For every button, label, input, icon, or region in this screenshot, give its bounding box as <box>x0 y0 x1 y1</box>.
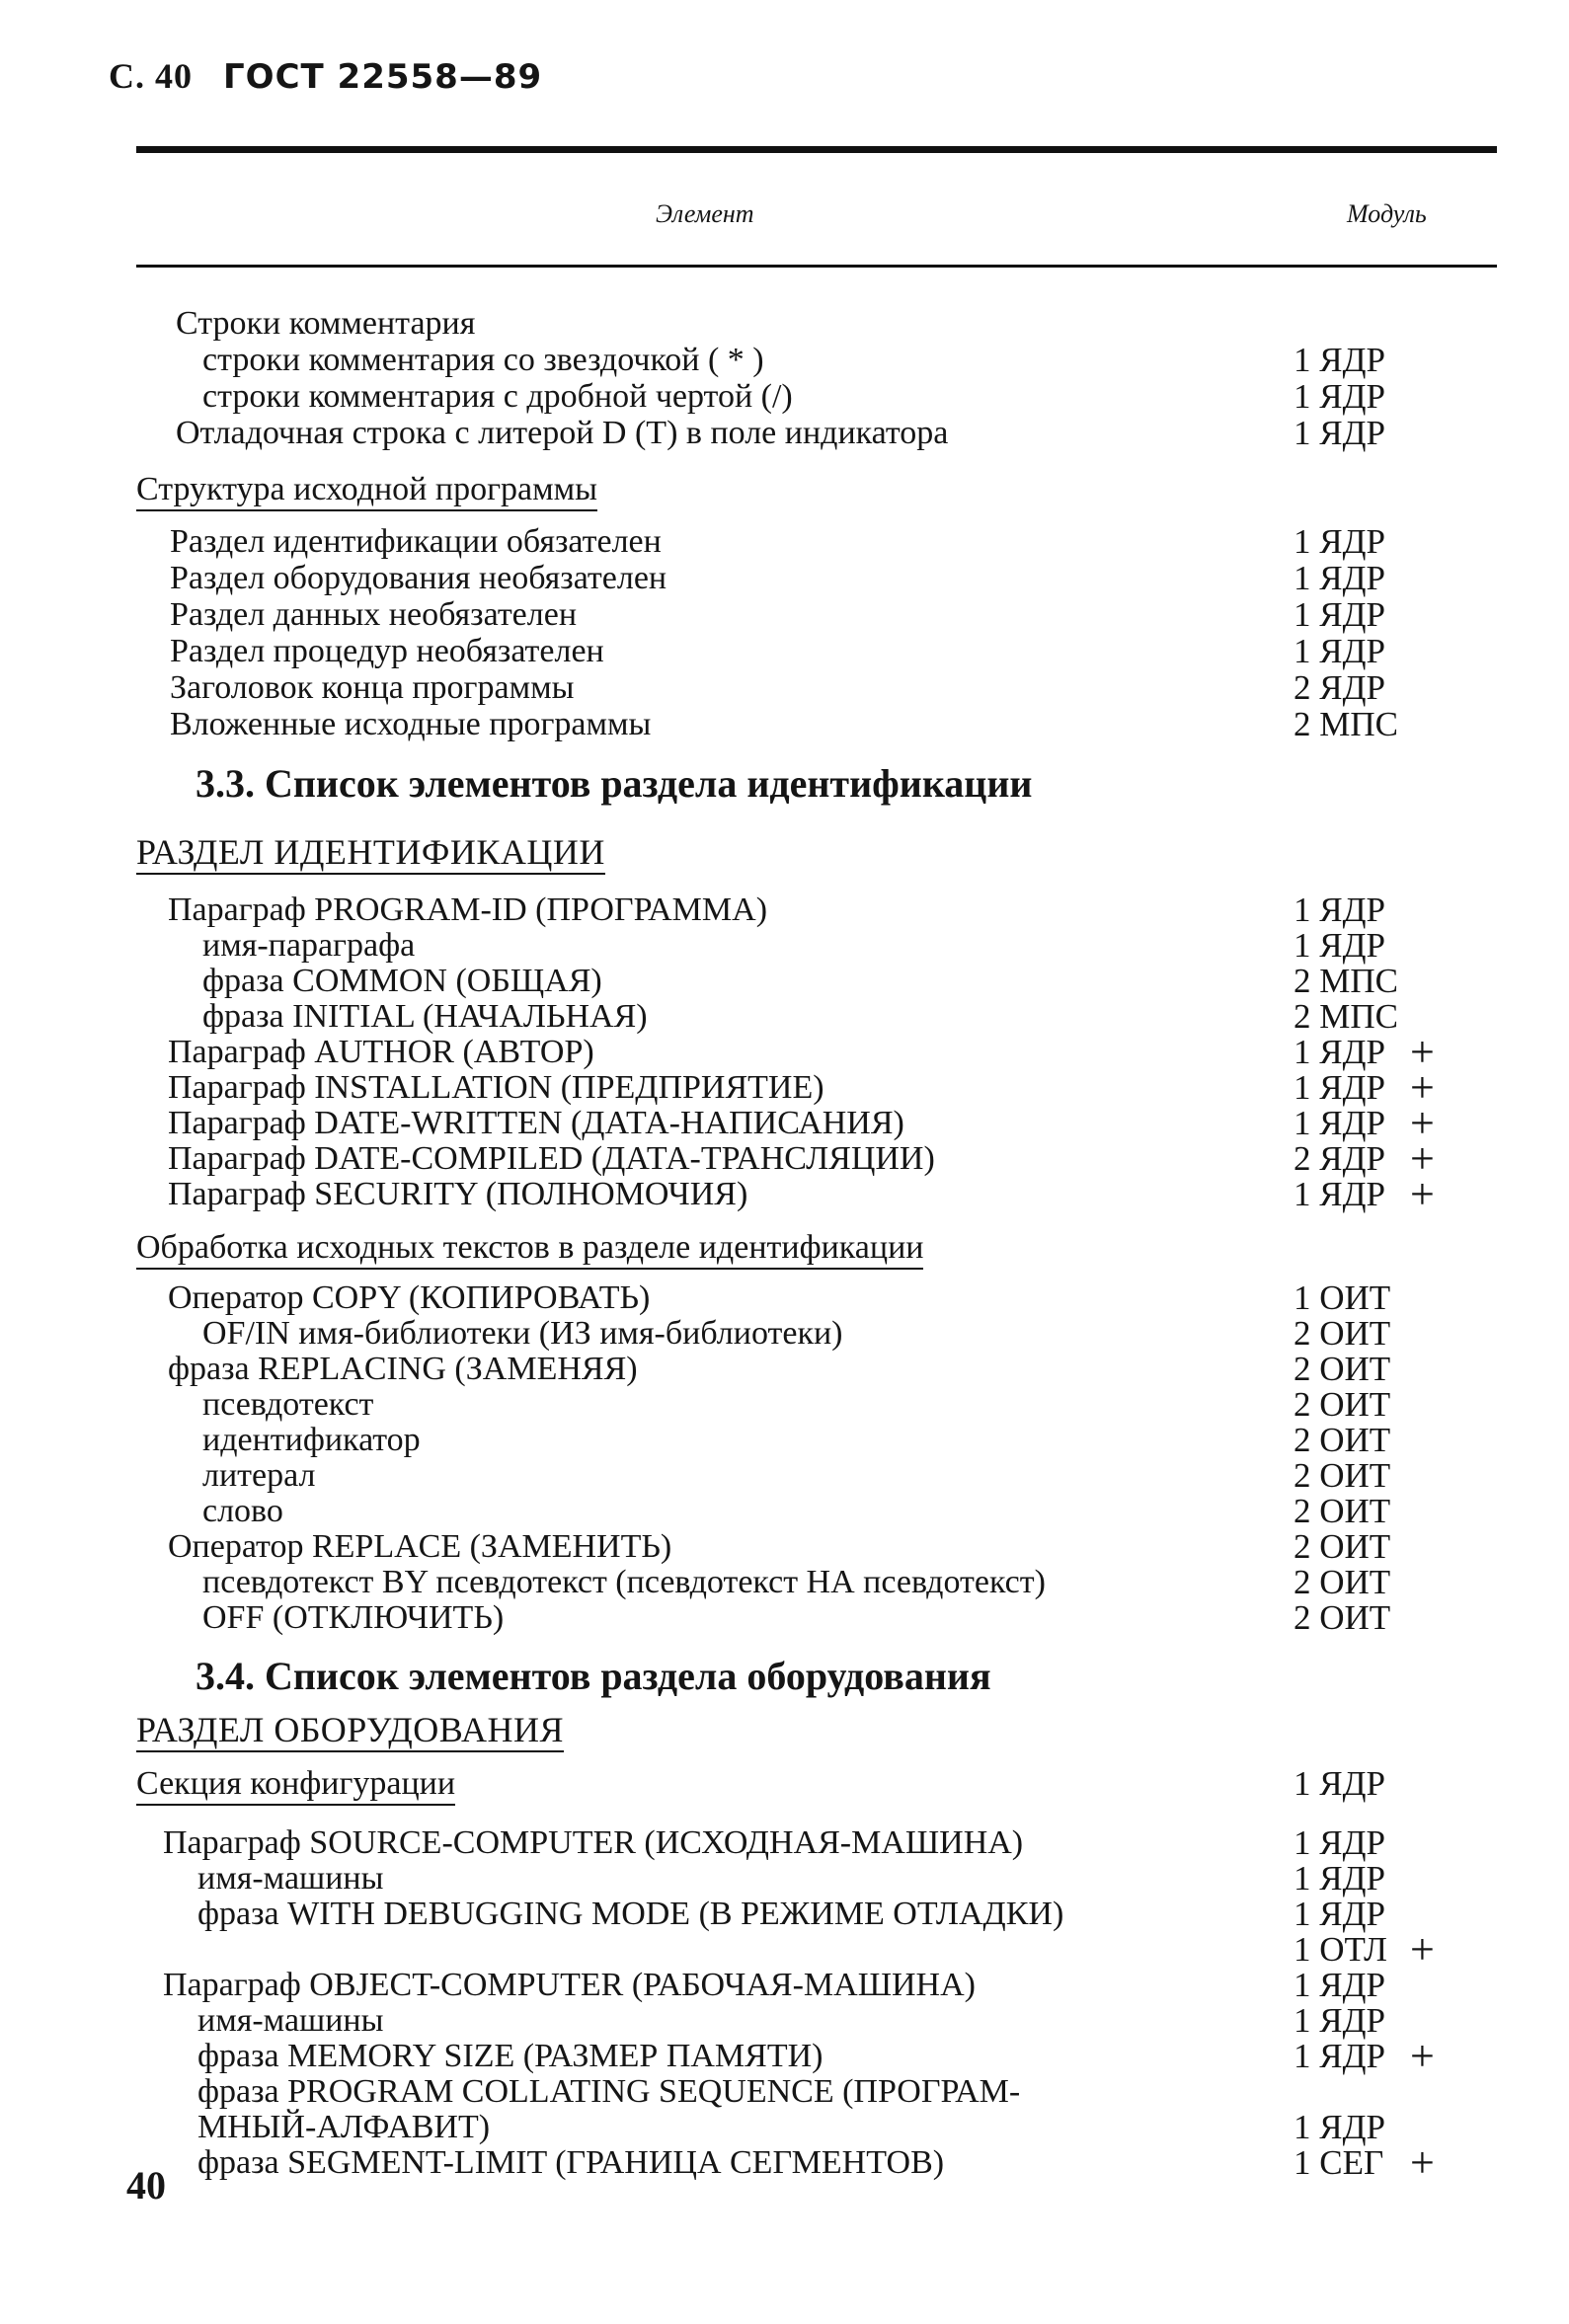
table-row: Параграф OBJECT-COMPUTER (РАБОЧАЯ-МАШИНА) 1 ЯДР <box>163 1966 1385 2004</box>
table-row: OFF (ОТКЛЮЧИТЬ) 2 ОИТ <box>202 1598 1391 1637</box>
table-row: Параграф PROGRAM-ID (ПРОГРАММА) 1 ЯДР <box>168 891 1385 929</box>
table-row: Параграф SOURCE-COMPUTER (ИСХОДНАЯ-МАШИНА) 1 ЯДР <box>163 1823 1385 1862</box>
table-row: 1 ОТЛ + <box>1294 1925 1435 1974</box>
table-row: Раздел идентификации обязателен 1 ЯДР <box>170 522 1385 561</box>
table-top-rule <box>136 146 1497 153</box>
group-heading: Структура исходной программы <box>0 471 1569 507</box>
table-row: Параграф DATE-COMPILED (ДАТА-ТРАНСЛЯЦИИ) 2 ЯДР + <box>168 1134 1435 1183</box>
table-row: имя-машины 1 ЯДР <box>197 2001 1385 2040</box>
section-heading: 3.4. Список элементов раздела оборудования <box>196 1654 991 1698</box>
table-row: фраза WITH DEBUGGING MODE (В РЕЖИМЕ ОТЛАДКИ) 1 ЯДР <box>197 1895 1385 1933</box>
table-header-rule <box>136 265 1497 268</box>
table-row: литерал 2 ОИТ <box>202 1456 1391 1495</box>
table-row: фраза REPLACING (ЗАМЕНЯЯ) 2 ОИТ <box>168 1350 1391 1388</box>
table-row: слово 2 ОИТ <box>202 1492 1391 1530</box>
table-row: Раздел оборудования необязателен 1 ЯДР <box>170 559 1385 597</box>
table-row: Параграф INSTALLATION (ПРЕДПРИЯТИЕ) 1 ЯДР + <box>168 1063 1435 1112</box>
table-row: псевдотекст BY псевдотекст (псевдотекст НА псевдотекст) 2 ОИТ <box>202 1563 1391 1601</box>
section-heading: 3.3. Список элементов раздела идентификации <box>196 761 1033 806</box>
division-heading: РАЗДЕЛ ИДЕНТИФИКАЦИИ <box>0 834 1569 871</box>
page-number-head: С. 40 <box>109 56 193 96</box>
table-row: фраза INITIAL (НАЧАЛЬНАЯ) 2 МПС <box>202 997 1398 1036</box>
column-header-element: Элемент <box>656 199 754 228</box>
division-heading: РАЗДЕЛ ОБОРУДОВАНИЯ <box>0 1712 1569 1748</box>
table-row: фраза MEMORY SIZE (РАЗМЕР ПАМЯТИ) 1 ЯДР + <box>197 2032 1435 2080</box>
table-row: Отладочная строка с литерой D (T) в поле индикатора 1 ЯДР <box>176 414 1385 452</box>
table-row: имя-параграфа 1 ЯДР <box>202 926 1385 965</box>
table-row: Раздел данных необязателен 1 ЯДР <box>170 595 1385 634</box>
table-row: Параграф SECURITY (ПОЛНОМОЧИЯ) 1 ЯДР + <box>168 1170 1435 1218</box>
table-row: Вложенные исходные программы 2 МПС <box>170 705 1398 743</box>
table-row: фраза COMMON (ОБЩАЯ) 2 МПС <box>202 962 1398 1000</box>
table-row: Параграф AUTHOR (АВТОР) 1 ЯДР + <box>168 1028 1435 1076</box>
table-row: Раздел процедур необязателен 1 ЯДР <box>170 632 1385 670</box>
table-row: имя-машины 1 ЯДР <box>197 1859 1385 1898</box>
table-row: Оператор REPLACE (ЗАМЕНИТЬ) 2 ОИТ <box>168 1527 1391 1566</box>
standard-id: ГОСТ 22558—89 <box>223 57 543 97</box>
table-row: строки комментария с дробной чертой (/) 1 ЯДР <box>202 377 1385 416</box>
table-row: Параграф DATE-WRITTEN (ДАТА-НАПИСАНИЯ) 1 ЯДР + <box>168 1099 1435 1147</box>
group-heading: Секция конфигурации 1 ЯДР <box>0 1765 1569 1802</box>
table-row: фраза SEGMENT-LIMIT (ГРАНИЦА СЕГМЕНТОВ) 1 СЕГ + <box>197 2138 1435 2187</box>
page-folio: 40 <box>126 2163 166 2208</box>
table-row: OF/IN имя-библиотеки (ИЗ имя-библиотеки) 2 ОИТ <box>202 1314 1391 1353</box>
table-row: МНЫЙ-АЛФАВИТ) 1 ЯДР <box>197 2108 1385 2146</box>
table-row: псевдотекст 2 ОИТ <box>202 1385 1391 1424</box>
table-row: идентификатор 2 ОИТ <box>202 1421 1391 1459</box>
table-row: Заголовок конца программы 2 ЯДР <box>170 668 1385 707</box>
table-row: строки комментария со звездочкой ( * ) 1 ЯДР <box>202 341 1385 379</box>
table-row: фраза PROGRAM COLLATING SEQUENCE (ПРОГРАМ- <box>197 2073 1021 2110</box>
running-head <box>109 51 542 98</box>
column-header-module: Модуль <box>1347 199 1427 228</box>
table-row: Строки комментария <box>176 305 476 342</box>
group-heading: Обработка исходных текстов в разделе идентификации <box>0 1229 1569 1266</box>
table-row: Оператор COPY (КОПИРОВАТЬ) 1 ОИТ <box>168 1278 1391 1317</box>
